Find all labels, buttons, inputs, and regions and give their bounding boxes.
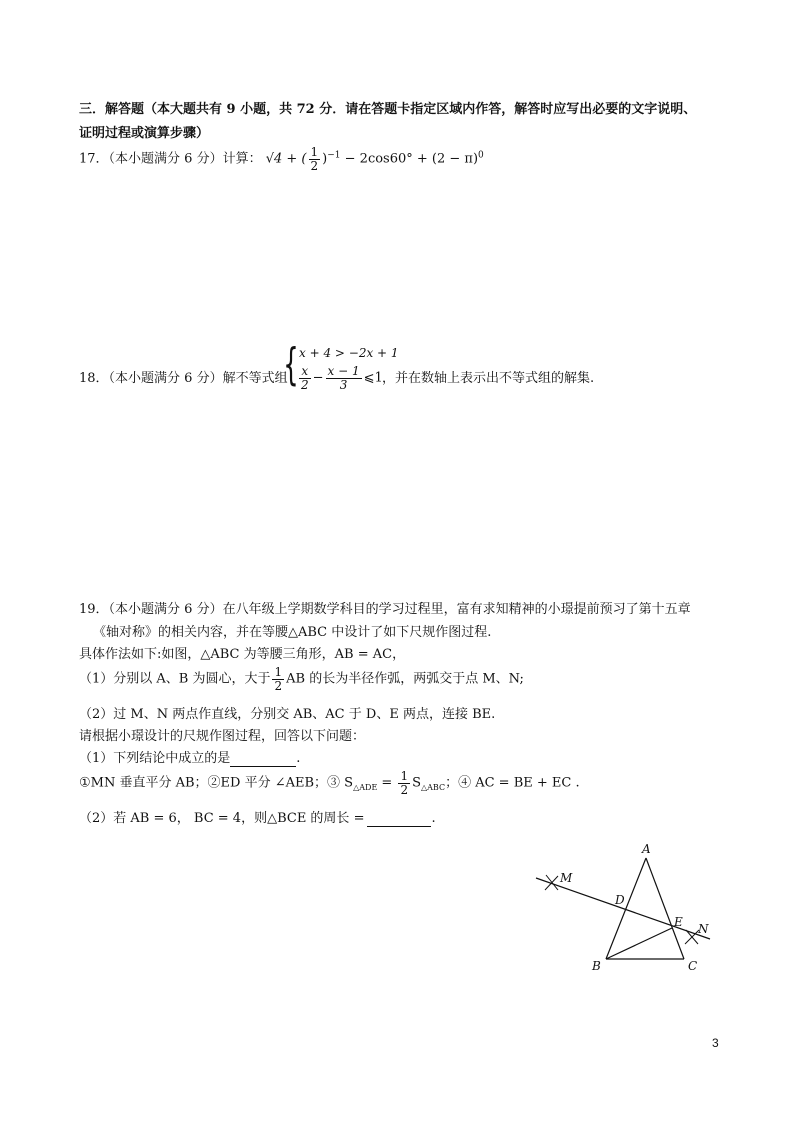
q19-opt-eq: = [377,775,397,791]
q19-opt-b: ；④ AC = BE + EC . [445,775,580,791]
section-heading-cont: 证明过程或演算步骤） [79,126,210,141]
label-a: A [642,842,651,856]
q18-brace: { [283,339,299,390]
q18-number: 18．（本小题满分 6 分）解不等式组 [79,371,288,386]
q19-opt-a: ①MN 垂直平分 AB；②ED 平分 ∠AEB；③ S [79,775,354,791]
question-17 [79,146,484,172]
geometry-figure [528,838,728,978]
q19-sub1-text: （1）下列结论中成立的是 [79,751,231,766]
q18-tail: ，并在数轴上表示出不等式组的解集. [382,371,595,386]
q19-step1-num: 1 [274,665,283,679]
label-e: E [674,915,683,929]
q18-frac-b [326,365,362,391]
q17-expr-part2: ) [322,151,328,167]
q18-frac-b-den: 3 [339,377,348,392]
q17-expr-part3: − 2cos60° + (2 − π) [340,151,479,167]
q18-ineq2: $\frac{x}{2}$ − $\frac{x - 1}{3}$ ⩽1 [301,364,383,392]
label-m: M [560,871,573,885]
q19-line3: 具体作法如下:如图，△ABC 为等腰三角形，AB = AC， [79,647,406,662]
q19-line2: 《轴对称》的相关内容，并在等腰△ABC 中设计了如下尺规作图过程. [93,625,492,640]
q19-sub1-end: . [296,751,301,766]
q19-sub2-text: （2）若 AB = 6， BC = 4，则△BCE 的周长 = [79,811,365,826]
q19-sub2 [79,807,436,827]
page-number: 3 [712,1036,719,1050]
q17-frac-den: 2 [310,158,319,173]
q19-sub1 [79,747,300,767]
segment-ab [606,858,646,959]
q18-ineq2-rest: ⩽1 [363,370,383,386]
section-heading: 三．解答题（本大题共有 9 小题，共 72 分．请在答题卡指定区域内作答，解答时应写出必要的文字说明、 [79,102,697,117]
label-b: B [592,959,601,973]
label-n: N [698,922,709,936]
q19-options [79,770,580,796]
q19-opt-s2: S [412,775,421,791]
label-c: C [688,959,698,973]
q19-sub1-blank[interactable] [230,751,296,767]
q19-step1-den: 2 [274,678,283,693]
q18-ineq1: x + 4 > −2x + 1 [299,346,399,360]
q17-expr-part1: √4 + ( [265,151,307,167]
segment-ac [646,858,684,959]
q19-sub2-blank[interactable] [367,811,431,827]
q18-frac-a-den: 2 [301,377,309,392]
q19-opt-sub2: △ABC [421,783,446,793]
q17-exp1: −1 [327,150,341,161]
q18-frac-a [299,365,311,391]
q19-step1-b: AB 的长为半径作弧，两弧交于点 M、N; [286,671,524,687]
q19-opt-num: 1 [400,769,409,783]
q19-step2: （2）过 M、N 两点作直线，分别交 AB、AC 于 D、E 两点，连接 BE. [79,707,496,722]
q17-fraction [309,146,321,172]
q19-step1-a: （1）分别以 A、B 为圆心，大于 [79,671,271,687]
q19-line1: 19．（本小题满分 6 分）在八年级上学期数学科目的学习过程里，富有求知精神的小璟提前预习了第十五章 [79,602,691,617]
q19-opt-den: 2 [400,782,409,797]
line-mn [536,878,710,939]
q19-step1-frac [272,666,284,692]
q17-number: 17．（本小题满分 6 分）计算： [79,151,262,167]
q19-opt-frac [398,770,410,796]
q17-frac-num: 1 [310,145,319,159]
q19-sub2-end: . [431,811,436,826]
q19-opt-sub1: △ADE [353,783,378,793]
q18-frac-b-num: x − 1 [327,364,360,378]
q17-exp2: 0 [478,150,484,161]
q18-frac-a-num: x [299,365,311,379]
label-d: D [615,893,625,907]
q19-step1 [79,666,524,692]
q19-prompt: 请根据小璟设计的尺规作图过程，回答以下问题： [79,729,366,744]
